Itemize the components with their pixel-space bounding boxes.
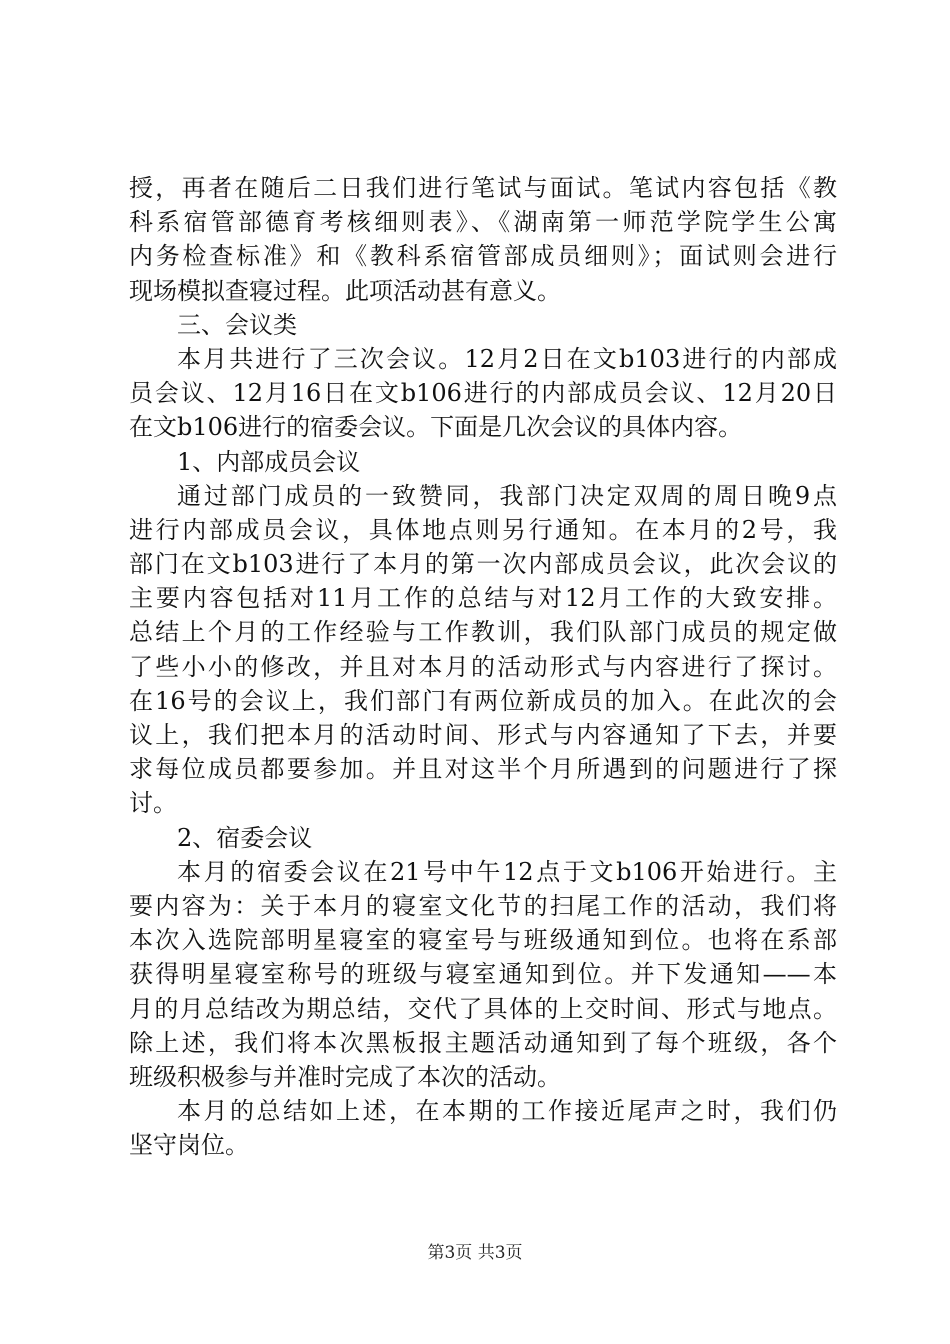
text-line: 在文b106进行的宿委会议。下面是几次会议的具体内容。 — [129, 413, 743, 442]
text-line: 议上，我们把本月的活动时间、形式与内容通知了下去，并要 — [129, 721, 837, 749]
text-line: 班级积极参与并准时完成了本次的活动。 — [129, 1062, 561, 1091]
text-line: 月的月总结改为期总结，交代了具体的上交时间、形式与地点。 — [129, 994, 837, 1023]
paragraph-first-line: 1、内部成员会议 — [177, 447, 361, 476]
paragraph-first-line: 本月的总结如上述，在本期的工作接近尾声之时，我们仍 — [177, 1097, 837, 1126]
text-line: 除上述，我们将本次黑板报主题活动通知到了每个班级，各个 — [129, 1028, 837, 1057]
paragraph-first-line: 通过部门成员的一致赞同，我部门决定双周的周日晚9点 — [177, 481, 837, 510]
document-body — [129, 171, 837, 1162]
text-line: 现场模拟查寝过程。此项活动甚有意义。 — [129, 276, 561, 305]
paragraph-first-line: 本月的宿委会议在21号中午12点于文b106开始进行。主 — [177, 857, 837, 886]
text-line: 讨。 — [129, 789, 177, 818]
paragraph-first-line: 本月共进行了三次会议。12月2日在文b103进行的内部成 — [177, 344, 837, 373]
text-line: 员会议、12月16日在文b106进行的内部成员会议、12月20日 — [129, 379, 837, 408]
paragraph-first-line: 2、宿委会议 — [177, 823, 313, 852]
text-line: 内务检查标准》和《教科系宿管部成员细则》；面试则会进行 — [129, 242, 837, 271]
text-line: 在16号的会议上，我们部门有两位新成员的加入。在此次的会 — [129, 686, 837, 715]
text-line: 本次入选院部明星寝室的寝室号与班级通知到位。也将在系部 — [129, 926, 837, 955]
text-line: 求每位成员都要参加。并且对这半个月所遇到的问题进行了探 — [129, 755, 837, 784]
paragraph-first-line: 三、会议类 — [177, 310, 297, 339]
text-line: 授，再者在随后二日我们进行笔试与面试。笔试内容包括《教 — [129, 174, 837, 202]
text-line: 进行内部成员会议，具体地点则另行通知。在本月的2号，我 — [129, 515, 837, 544]
text-line: 获得明星寝室称号的班级与寝室通知到位。并下发通知——本 — [129, 960, 837, 989]
text-line: 部门在文b103进行了本月的第一次内部成员会议，此次会议的 — [129, 550, 837, 579]
text-line: 总结上个月的工作经验与工作教训，我们队部门成员的规定做 — [129, 618, 837, 647]
text-line: 主要内容包括对11月工作的总结与对12月工作的大致安排。 — [129, 584, 837, 613]
text-line: 了些小小的修改，并且对本月的活动形式与内容进行了探讨。 — [129, 652, 837, 681]
page-footer: 第3页 共3页 — [427, 1243, 523, 1263]
text-line: 科系宿管部德育考核细则表》、《湖南第一师范学院学生公寓 — [129, 208, 837, 237]
text-line: 坚守岗位。 — [129, 1131, 249, 1160]
text-line: 要内容为：关于本月的寝室文化节的扫尾工作的活动，我们将 — [129, 891, 837, 920]
